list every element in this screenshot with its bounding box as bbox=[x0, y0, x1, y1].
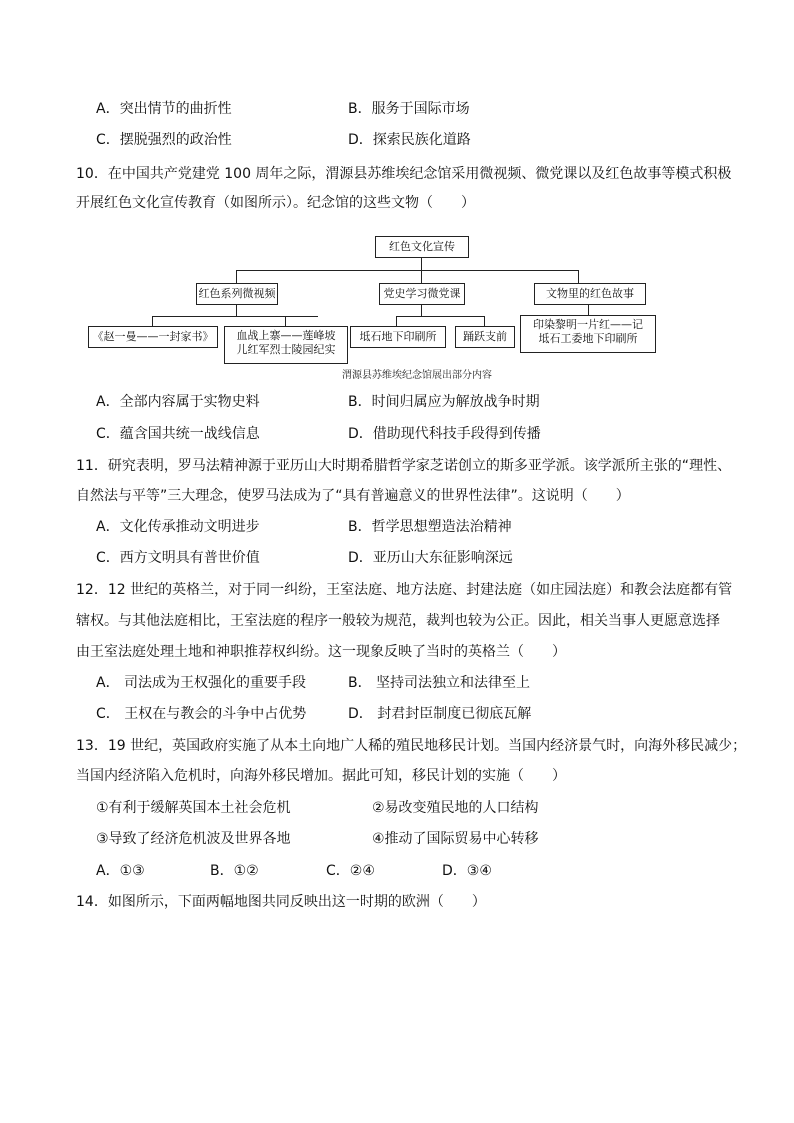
diagram-leaf-battle-line1: 血战上寨——莲峰坡 bbox=[236, 329, 336, 342]
q10-option-a: A．全部内容属于实物史料 bbox=[96, 394, 260, 410]
q12-stem-line2: 辖权。与其他法庭相比，王室法庭的程序一般较为规范，裁判也较为公正。因此，相关当事人更愿意选择 bbox=[76, 613, 720, 629]
q12-option-d: D． 封君封臣制度已彻底瓦解 bbox=[348, 706, 532, 722]
q13-item-4: ④推动了国际贸易中心转移 bbox=[372, 831, 539, 847]
diagram-connector bbox=[285, 316, 286, 326]
diagram-leaf-support: 踊跃支前 bbox=[455, 326, 515, 348]
q13-stem-line2: 当国内经济陷入危机时，向海外移民增加。据此可知，移民计划的实施（ ） bbox=[76, 768, 566, 784]
q11-option-d: D．亚历山大东征影响深远 bbox=[348, 550, 513, 566]
diagram-connector bbox=[484, 316, 485, 326]
q13-item-2: ②易改变殖民地的人口结构 bbox=[372, 800, 539, 816]
q12-option-b: B． 坚持司法独立和法律至上 bbox=[348, 675, 531, 691]
q14-stem-line1: 14．如图所示，下面两幅地图共同反映出这一时期的欧洲（ ） bbox=[76, 894, 486, 910]
q11-stem-line2: 自然法与平等”三大理念，使罗马法成为了“具有普遍意义的世界性法律”。这说明（ ） bbox=[76, 488, 630, 504]
q9-option-d: D．探索民族化道路 bbox=[348, 132, 471, 148]
diagram-connector bbox=[236, 304, 237, 316]
diagram-connector bbox=[396, 316, 485, 317]
q13-option-a: A．①③ bbox=[96, 863, 145, 879]
diagram-connector bbox=[152, 316, 153, 326]
q11-stem-line1: 11．研究表明，罗马法精神源于亚历山大时期希腊哲学家芝诺创立的斯多亚学派。该学派所主张的“理性、 bbox=[76, 458, 732, 474]
diagram-branch-story: 文物里的红色故事 bbox=[534, 283, 646, 305]
diagram-leaf-battle-line2: 儿红军烈士陵园纪实 bbox=[236, 343, 336, 356]
q13-option-c: C．②④ bbox=[326, 863, 375, 879]
diagram-root: 红色文化宣传 bbox=[375, 236, 469, 258]
diagram-connector bbox=[236, 270, 578, 271]
diagram-leaf-dawn bbox=[520, 315, 656, 353]
q11-option-c: C．西方文明具有普世价值 bbox=[96, 550, 260, 566]
diagram-connector bbox=[396, 316, 397, 326]
diagram-connector bbox=[421, 270, 422, 283]
q10-option-b: B．时间归属应为解放战争时期 bbox=[348, 394, 540, 410]
diagram-leaf-battle bbox=[224, 326, 348, 364]
q13-stem-line1: 13．19 世纪，英国政府实施了从本土向地广人稀的殖民地移民计划。当国内经济景气时，向海外移民减少； bbox=[76, 738, 747, 754]
diagram-leaf-letter: 《赵一曼——一封家书》 bbox=[88, 326, 218, 348]
diagram-connector bbox=[588, 304, 589, 315]
diagram-connector bbox=[421, 304, 422, 316]
diagram-branch-lesson: 党史学习微党课 bbox=[379, 283, 465, 305]
diagram-leaf-dawn-line1: 印染黎明一片红——记 bbox=[533, 318, 643, 331]
q12-stem-line1: 12．12 世纪的英格兰，对于同一纠纷，王室法庭、地方法庭、封建法庭（如庄园法庭）和教会法庭都有管 bbox=[76, 582, 733, 598]
diagram-branch-video: 红色系列微视频 bbox=[196, 283, 278, 305]
q10-option-d: D．借助现代科技手段得到传播 bbox=[348, 426, 541, 442]
q12-stem-line3: 由王室法庭处理土地和神职推荐权纠纷。这一现象反映了当时的英格兰（ ） bbox=[76, 644, 566, 660]
q12-option-a: A． 司法成为王权强化的重要手段 bbox=[96, 675, 307, 691]
diagram-leaf-dawn-line2: 坻石工委地下印刷所 bbox=[538, 332, 638, 345]
q11-option-a: A．文化传承推动文明进步 bbox=[96, 519, 260, 535]
diagram-connector bbox=[152, 316, 318, 317]
q13-option-d: D．③④ bbox=[442, 863, 492, 879]
diagram-connector bbox=[236, 270, 237, 283]
q13-item-3: ③导致了经济危机波及世界各地 bbox=[96, 831, 291, 847]
q9-option-c: C．摆脱强烈的政治性 bbox=[96, 132, 232, 148]
diagram-connector bbox=[421, 257, 422, 270]
q12-option-c: C． 王权在与教会的斗争中占优势 bbox=[96, 706, 307, 722]
diagram-caption: 渭源县苏维埃纪念馆展出部分内容 bbox=[342, 370, 492, 381]
q13-option-b: B．①② bbox=[210, 863, 259, 879]
diagram-leaf-printing-house: 坻石地下印刷所 bbox=[350, 326, 446, 348]
diagram-connector bbox=[578, 270, 579, 283]
q10-option-c: C．蕴含国共统一战线信息 bbox=[96, 426, 260, 442]
q11-option-b: B．哲学思想塑造法治精神 bbox=[348, 519, 512, 535]
q9-option-b: B．服务于国际市场 bbox=[348, 101, 470, 117]
q10-stem-line1: 10．在中国共产党建党 100 周年之际，渭源县苏维埃纪念馆采用微视频、微党课以及红色故事等模式积极 bbox=[76, 166, 732, 182]
q10-stem-line2: 开展红色文化宣传教育（如图所示）。纪念馆的这些文物（ ） bbox=[76, 195, 475, 211]
q9-option-a: A．突出情节的曲折性 bbox=[96, 101, 232, 117]
q13-item-1: ①有利于缓解英国本土社会危机 bbox=[96, 800, 291, 816]
